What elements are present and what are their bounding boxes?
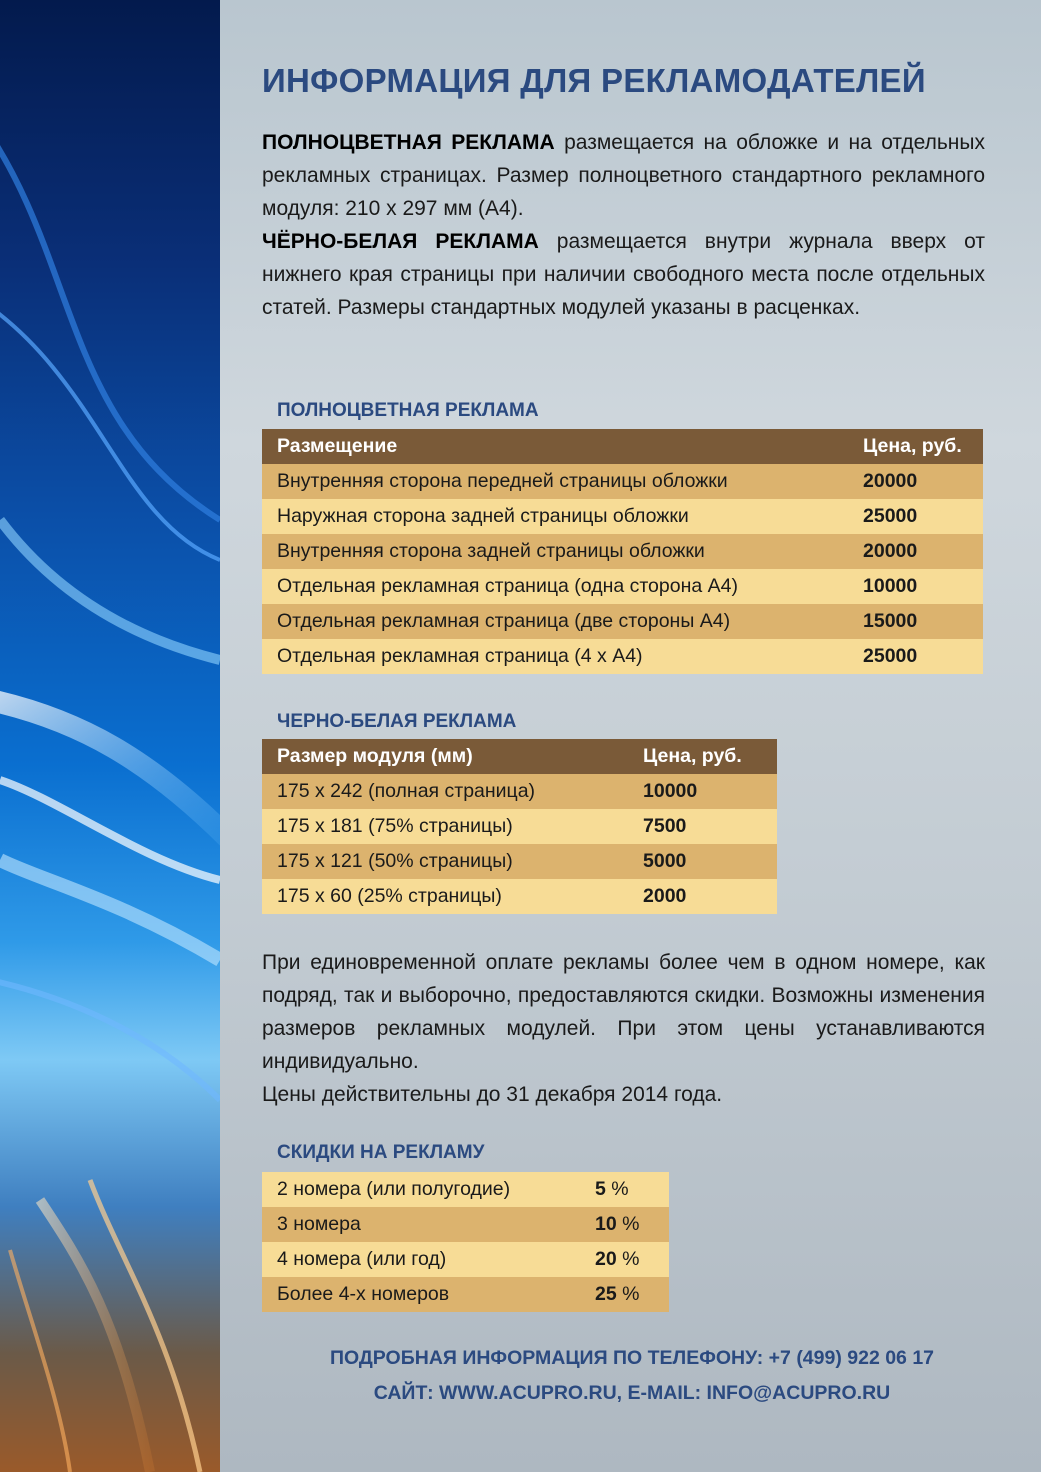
discount-note-text: При единовременной оплате рекламы более чем в одном номере, как подряд, так и выборочно, предоставляются скидки. Возможны изменения размеров рекламных модулей. При этом цены устанавливаются индивидуально.: [262, 951, 985, 1073]
cell-price: 25000: [848, 499, 983, 534]
table-row: [262, 604, 983, 639]
percent-sign: %: [611, 1178, 629, 1200]
cell-issues: 3 номера: [262, 1207, 580, 1242]
discount-value: 10: [595, 1213, 617, 1235]
validity-note: Цены действительны до 31 декабря 2014 года.: [262, 1083, 723, 1106]
intro-paragraph: [262, 126, 985, 324]
cell-issues: 4 номера (или год): [262, 1242, 580, 1277]
color-table-title: ПОЛНОЦВЕТНАЯ РЕКЛАМА: [277, 400, 539, 421]
table-row: [262, 774, 777, 809]
footer-contacts: САЙТ: WWW.ACUPRO.RU, E-MAIL: INFO@ACUPRO.RU: [373, 1382, 891, 1404]
cell-discount: [580, 1207, 669, 1242]
table-row: [262, 1277, 669, 1312]
cell-placement: Отдельная рекламная страница (две стороны А4): [262, 604, 848, 639]
table-header-row: [262, 739, 777, 774]
table-header-row: [262, 429, 983, 464]
discount-value: 20: [595, 1248, 617, 1270]
cell-issues: Более 4-х номеров: [262, 1277, 580, 1312]
cell-issues: 2 номера (или полугодие): [262, 1172, 580, 1207]
color-ad-text: размещается на обложке и на отдельных рекламных страницах. Размер полноцветного стандартного рекламного модуля: 210 х 297 мм (А4).: [262, 131, 985, 220]
color-price-table: [262, 429, 983, 674]
table-row: [262, 1242, 669, 1277]
cell-price: 20000: [848, 464, 983, 499]
table-row: [262, 1207, 669, 1242]
cell-discount: [580, 1172, 669, 1207]
cell-placement: Отдельная рекламная страница (4 х А4): [262, 639, 848, 674]
percent-sign: %: [622, 1213, 640, 1235]
cell-module-size: 175 х 60 (25% страницы): [262, 879, 628, 914]
cell-price: 10000: [628, 774, 777, 809]
cell-module-size: 175 х 242 (полная страница): [262, 774, 628, 809]
cell-module-size: 175 х 121 (50% страницы): [262, 844, 628, 879]
cell-placement: Внутренняя сторона задней страницы обложки: [262, 534, 848, 569]
cell-price: 2000: [628, 879, 777, 914]
cell-price: 5000: [628, 844, 777, 879]
discount-table-title: СКИДКИ НА РЕКЛАМУ: [277, 1142, 485, 1163]
cell-price: 10000: [848, 569, 983, 604]
cell-price: 15000: [848, 604, 983, 639]
page-title: ИНФОРМАЦИЯ ДЛЯ РЕКЛАМОДАТЕЛЕЙ: [262, 62, 926, 99]
cell-placement: Внутренняя сторона передней страницы обложки: [262, 464, 848, 499]
bw-price-table: [262, 739, 777, 914]
cell-placement: Наружная сторона задней страницы обложки: [262, 499, 848, 534]
percent-sign: %: [622, 1283, 640, 1305]
footer-phone: ПОДРОБНАЯ ИНФОРМАЦИЯ ПО ТЕЛЕФОНУ: +7 (499) 922 06 17: [329, 1347, 935, 1369]
table-header-price: Цена, руб.: [628, 739, 777, 774]
table-row: [262, 809, 777, 844]
bw-ad-label: ЧЁРНО-БЕЛАЯ РЕКЛАМА: [262, 230, 539, 253]
table-row: [262, 1172, 669, 1207]
table-row: [262, 464, 983, 499]
table-row: [262, 569, 983, 604]
table-row: [262, 534, 983, 569]
discount-value: 25: [595, 1283, 617, 1305]
cell-price: 7500: [628, 809, 777, 844]
table-row: [262, 499, 983, 534]
table-header-price: Цена, руб.: [848, 429, 983, 464]
bw-ad-text: размещается внутри журнала вверх от нижнего края страницы при наличии свободного места после отдельных статей. Размеры стандартных модулей указаны в расценках.: [262, 230, 985, 319]
table-row: [262, 639, 983, 674]
table-header-module-size: Размер модуля (мм): [262, 739, 628, 774]
discount-table: [262, 1172, 669, 1312]
cell-module-size: 175 х 181 (75% страницы): [262, 809, 628, 844]
discount-value: 5: [595, 1178, 606, 1200]
light-streaks-graphic: [0, 0, 220, 1472]
bw-table-title: ЧЕРНО-БЕЛАЯ РЕКЛАМА: [277, 711, 517, 732]
percent-sign: %: [622, 1248, 640, 1270]
cell-price: 20000: [848, 534, 983, 569]
table-row: [262, 844, 777, 879]
cell-price: 25000: [848, 639, 983, 674]
table-row: [262, 879, 777, 914]
table-header-placement: Размещение: [262, 429, 848, 464]
color-ad-label: ПОЛНОЦВЕТНАЯ РЕКЛАМА: [262, 131, 555, 154]
cell-discount: [580, 1277, 669, 1312]
cell-discount: [580, 1242, 669, 1277]
cell-placement: Отдельная рекламная страница (одна сторона А4): [262, 569, 848, 604]
decorative-side-artwork: [0, 0, 220, 1472]
discount-note: [262, 946, 985, 1111]
